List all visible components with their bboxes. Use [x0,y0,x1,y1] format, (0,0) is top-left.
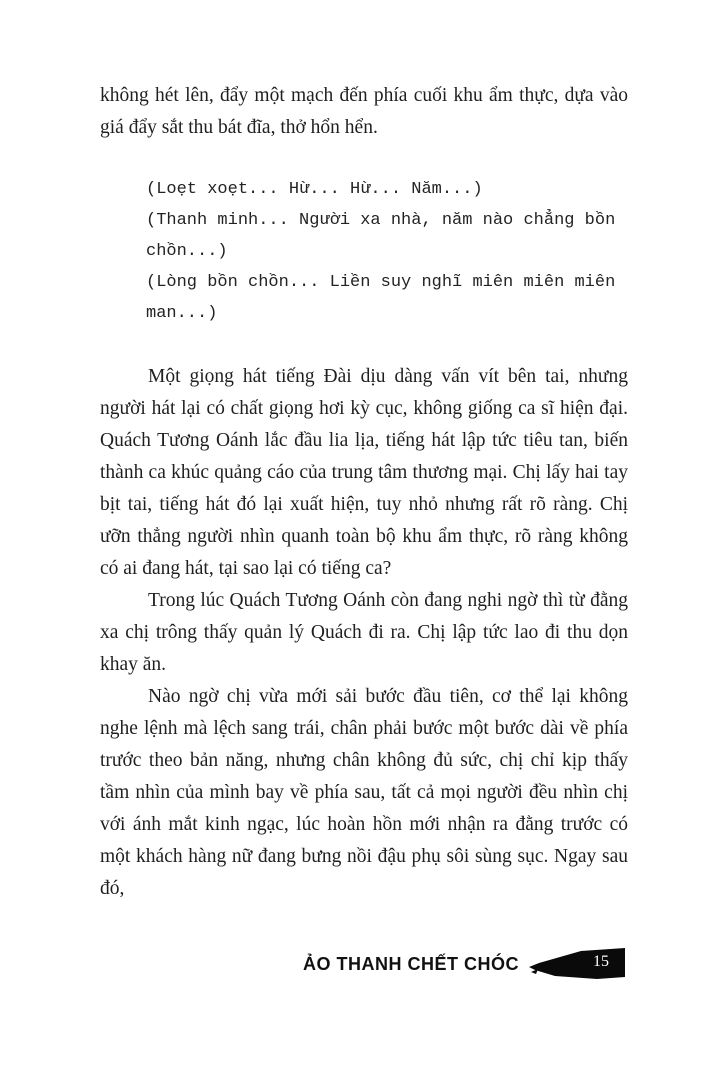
lyric-block [146,174,616,329]
body-text [100,361,628,905]
page-content [100,80,628,905]
page-number: 15 [593,953,609,970]
lyric-line: (Thanh minh... Người xa nhà, năm nào chẳng bồn chồn...) [146,211,616,261]
lyric-line: (Loẹt xoẹt... Hừ... Hừ... Năm...) [146,180,483,199]
brush-stroke-icon [529,948,625,980]
footer-book-title: ẢO THANH CHẾT CHÓC [303,953,519,974]
page-number-brush-icon [529,948,625,980]
paragraph: Nào ngờ chị vừa mới sải bước đầu tiên, cơ thể lại không nghe lệnh mà lệch sang trái, chân phải bước một bước dài về phía trước theo bản năng, nhưng chân không đủ sức, chị chỉ kịp thấy tầm nhìn của mình bay về phía sau, tất cả mọi người đều nhìn chị với ánh mắt kinh ngạc, lúc hoàn hồn mới nhận ra đằng trước có một khách hàng nữ đang bưng nồi đậu phụ sôi sùng sục. Ngay sau đó, [100,686,628,899]
page-footer [303,948,625,980]
lyric-line: (Lòng bồn chồn... Liền suy nghĩ miên miên miên man...) [146,273,616,323]
paragraph: Một giọng hát tiếng Đài dịu dàng vấn vít bên tai, nhưng người hát lại có chất giọng hơi kỳ cục, không giống ca sĩ hiện đại. Quách Tương Oánh lắc đầu lia lịa, tiếng hát lập tức tiêu tan, biến thành ca khúc quảng cáo của trung tâm thương mại. Chị lấy hai tay bịt tai, tiếng hát đó lại xuất hiện, tuy nhỏ nhưng rất rõ ràng. Chị ưỡn thẳng người nhìn quanh toàn bộ khu ẩm thực, rõ ràng không có ai đang hát, tại sao lại có tiếng ca? [100,366,628,579]
opening-paragraph: không hét lên, đẩy một mạch đến phía cuối khu ẩm thực, dựa vào giá đẩy sắt thu bát đĩa, thở hổn hển. [100,85,628,138]
paragraph: Trong lúc Quách Tương Oánh còn đang nghi ngờ thì từ đằng xa chị trông thấy quản lý Quách đi ra. Chị lập tức lao đi thu dọn khay ăn. [100,590,628,675]
